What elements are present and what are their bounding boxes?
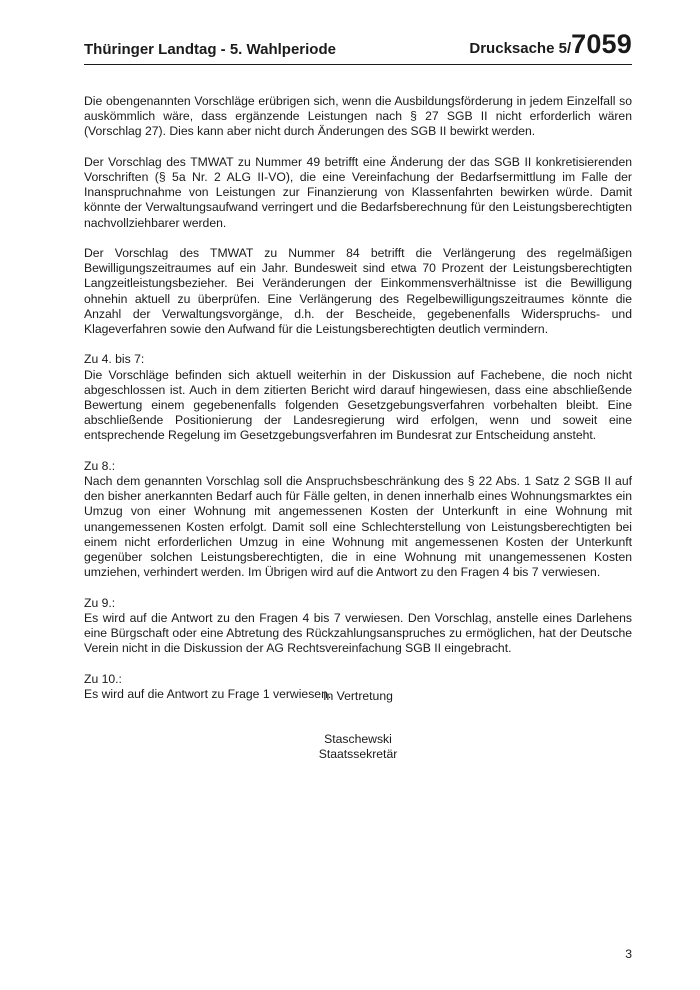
document-body [84, 94, 632, 717]
body-paragraph: Der Vorschlag des TMWAT zu Nummer 84 betrifft die Verlängerung des regelmäßigen Bewilligungszeitraumes auf ein Jahr. Bundesweit sind etwa 70 Prozent der Leistungsberechtigten Langzeitleistungsbezieher. Bei Veränderungen der Einkommensverhältnisse ist die Bewilligung ohnehin aktuell zu überprüfen. Eine Verlängerung des Regelbewilligungszeitraumes könnte die Anzahl der Verwaltungsvorgänge, d.h. der Bescheide, gegebenenfalls Widerspruchs- und Klageverfahren sowie den Aufwand für die Leistungsberechtigten deutlich vermindern. [84, 246, 632, 337]
page-header [84, 28, 632, 64]
body-paragraph: Die obengenannten Vorschläge erübrigen sich, wenn die Ausbildungsförderung in jedem Einzelfall so auskömmlich wäre, dass ergänzende Leistungen nach § 27 SGB II nicht erforderlich wären (Vorschlag 27). Dies kann aber nicht durch Änderungen des SGB II bewirkt werden. [84, 94, 632, 139]
page-number: 3 [625, 947, 632, 961]
answer-heading: Zu 8.: [84, 458, 116, 473]
document-number [469, 29, 632, 60]
answer-heading: Zu 4. bis 7: [84, 352, 145, 367]
answer-text: Die Vorschläge befinden sich aktuell weiterhin in der Diskussion auf Fachebene, die noch nicht abgeschlossen ist. Auch in dem zitierten Bericht wird darauf hingewiesen, dass eine abschließende Bewertung einem gegebenenfalls folgenden Gesetzgebungsverfahren vorbehalten bleibt. Eine abschließende Positionierung der Landesregierung wird erfolgen, wenn und soweit eine entsprechende Regelung im Gesetzgebungsverfahren im Bundesrat zur Entscheidung ansteht. [84, 367, 632, 443]
header-divider [84, 64, 632, 65]
body-paragraph: Der Vorschlag des TMWAT zu Nummer 49 betrifft eine Änderung der das SGB II konkretisierenden Vorschriften (§ 5a Nr. 2 ALG II-VO), die eine Vereinfachung der Bedarfsermittlung im Falle der Inanspruchnahme von Leistungen zur Finanzierung von Klassenfahrten bewirken würde. Damit könnte der Verwaltungsaufwand verringert und die Bedarfsberechnung für den Leistungsberechtigten nachvollziehbarer werden. [84, 154, 632, 230]
signature-title: Staatssekretär [318, 747, 398, 761]
parliament-title: Thüringer Landtag - 5. Wahlperiode [84, 41, 336, 58]
answer-heading: Zu 9.: [84, 595, 116, 610]
answer-text: Es wird auf die Antwort zu den Fragen 4 bis 7 verwiesen. Den Vorschlag, anstelle eines Darlehens eine Bürgschaft oder eine Abtretung des Rückzahlungsanspruches zu ermöglichen, hat der Deutsche Verein nicht in die Diskussion der AG Rechtsvereinfachung SGB II eingebracht. [84, 610, 632, 656]
document-number-prefix: Drucksache 5/ [469, 40, 572, 57]
document-number-value: 7059 [571, 29, 632, 59]
answer-heading: Zu 10.: [84, 671, 122, 686]
signature-name: Staschewski [324, 732, 392, 746]
answer-text: Es wird auf die Antwort zu Frage 1 verwiesen. [84, 686, 332, 701]
answer-text: Nach dem genannten Vorschlag soll die Anspruchsbeschränkung des § 22 Abs. 1 Satz 2 SGB II auf den bisher anerkannten Bedarf auch für Fälle gelten, in denen innerhalb eines Wohnungsmarktes ein Umzug von einer Wohnung mit angemessenen Kosten der Unterkunft in eine Wohnung mit unangemessenen Kosten erfolgt. Damit soll eine Schlechterstellung von Leistungsberechtigten bei einem nicht erforderlichen Umzug in eine Wohnung mit angemessenen Kosten der Unterkunft gegenüber solchen Leistungsberechtigten, die in eine Wohnung mit unangemessenen Kosten umziehen, verhindert werden. Im Übrigen wird auf die Antwort zu den Fragen 4 bis 7 verwiesen. [84, 474, 632, 580]
signature-closing: In Vertretung [323, 689, 393, 703]
